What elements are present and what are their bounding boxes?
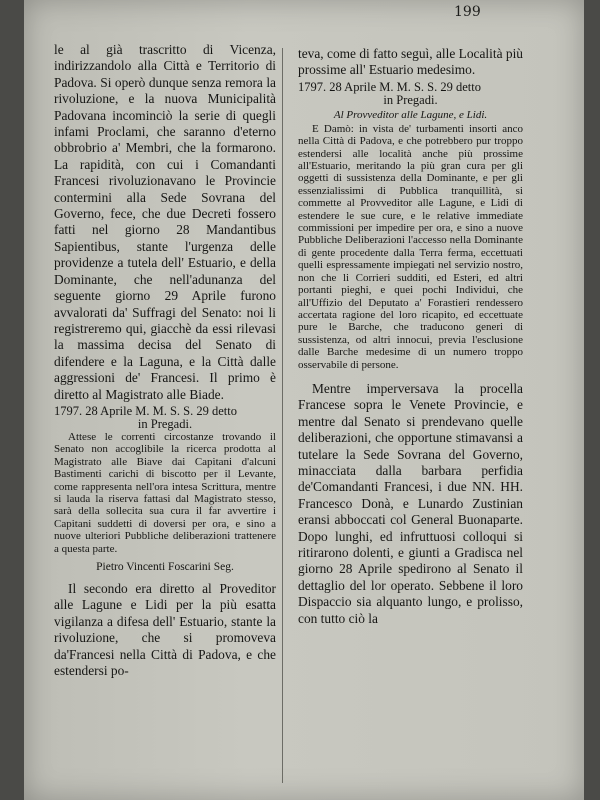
decree-1-heading (54, 405, 276, 431)
decree-2-heading (298, 81, 523, 107)
decree-1-text: Attese le correnti circostanze trovando il Senato non accoglibile la ricerca prodotta al Magistrato alle Biave dai Capitani d'alcuni Bastimenti carichi di biscotto per il Levante, come rappresenta nell'ora intesa Scrittura, mentre si lauda la riserva fattasi dal Magistrato stesso, sarà della sollecita sua cura il far avvertire i Capitani suddetti di doversi per ora, e sino a nuove ulteriori Pubbliche deliberazioni trattenere a questa parte. (54, 430, 276, 555)
spacer (298, 371, 523, 381)
decree-1-subheading: in Pregadi. (137, 416, 193, 431)
right-paragraph-2: Mentre imperversava la procella Francese sopra le Venete Provincie, e mentre dal Senato si prendevano quelle deliberazioni, che opportune stimavansi a tutelare la Sede Sovrana del Governo, minacciata dalla barbara perfidia de'Comandanti Francesi, i due NN. HH. Francesco Donà, e Lunardo Zustinian eransi abboccati col General Buonaparte. Dopo lunghi, ed infruttuosi colloqui si ritirarono dolenti, e giunti a Gradisca nel giorno 28 Aprile spedirono al Senato il dettaglio del lor operato. Sebbene il loro Dispaccio sia alquanto lungo, e prolisso, con tutto ciò la (298, 380, 523, 626)
decree-2-text: E Damò: in vista de' turbamenti insorti anco nella Città di Padova, e che potrebbero pur troppo estendersi alle località anche più prossime all'Estuario, meritando la più gran cura per gli oggetti di sussistenza della Dominante, e per gli essenzialissimi di Pubblica tranquillità, si commette al Provveditor alle Lagune, e Lidi di estendere le sue cure, e le relative immediate commissioni per impedire per ora, e sino a nuove Pubbliche Deliberazioni l'accesso nella Dominante di gente procedente dalla Terra ferma, eccettuati quelli espressamente impiegati nel servizio nostro, non che li Corrieri sudditi, ed Esteri, ed altri portanti pieghi, e quei pochi Individui, che all'Uffizio del Deputato a' Forastieri rendessero accertata ragione del loro ricapito, ed eccettuate pure le Barche, che traducono generi di sussistenza, od altri innocui, previa l'esclusione dalle Barche medesime di un numero troppo osservabile di persone. (298, 122, 523, 371)
column-divider (282, 48, 283, 783)
page-number: 199 (454, 4, 481, 20)
left-paragraph-2: Il secondo era diretto al Proveditor alle Lagune e Lidi per la più esatta vigilanza a difesa dell' Estuario, stante la rivoluzione, che si promoveva da'Francesi nella Città di Padova, e che estendersi po- (54, 581, 276, 679)
document-page (24, 0, 584, 800)
left-column (54, 42, 276, 679)
decree-2-address: Al Provveditor alle Lagune, e Lidi. (333, 108, 488, 121)
right-column (298, 46, 523, 627)
decree-1-signature: Pietro Vincenti Foscarini Seg. (96, 561, 234, 573)
decree-2-subheading: in Pregadi. (383, 92, 438, 107)
decree-2-date: 1797. 28 Aprile M. M. S. S. 29 detto (298, 79, 481, 94)
right-paragraph-1: teva, come di fatto seguì, alle Località più prossime all' Estuario medesimo. (298, 46, 523, 78)
decree-1-date: 1797. 28 Aprile M. M. S. S. 29 detto (54, 403, 237, 418)
left-paragraph-1: le al già trascritto di Vicenza, indirizzandolo alla Città e Territorio di Padova. Si operò dunque senza remora la rivoluzione, e la nuova Municipalità Padovana incominciò la serie di quegli infami Proclami, che saranno d'eterno obbrobrio a' Membri, che la formarono. La rapidità, con cui i Comandanti Francesi rivoluzionavano le Provincie contermini alla Sede Sovrana del Governo, fece, che due Decreti fossero fatti nel giorno 28 Mandantibus Sapientibus, stante l'urgenza delle providenze a tutela dell' Estuario, e della Dominante, che nell'adunanza del seguente giorno 29 Aprile furono avvalorati da' Suffragi del Senato: noi li registreremo qui, giacchè da essi rilevasi la massima decisa del Senato di difendere e la Laguna, e la Città dalle aggressioni de' Francesi. Il primo è diretto al Magistrato alle Biade. (54, 42, 276, 402)
